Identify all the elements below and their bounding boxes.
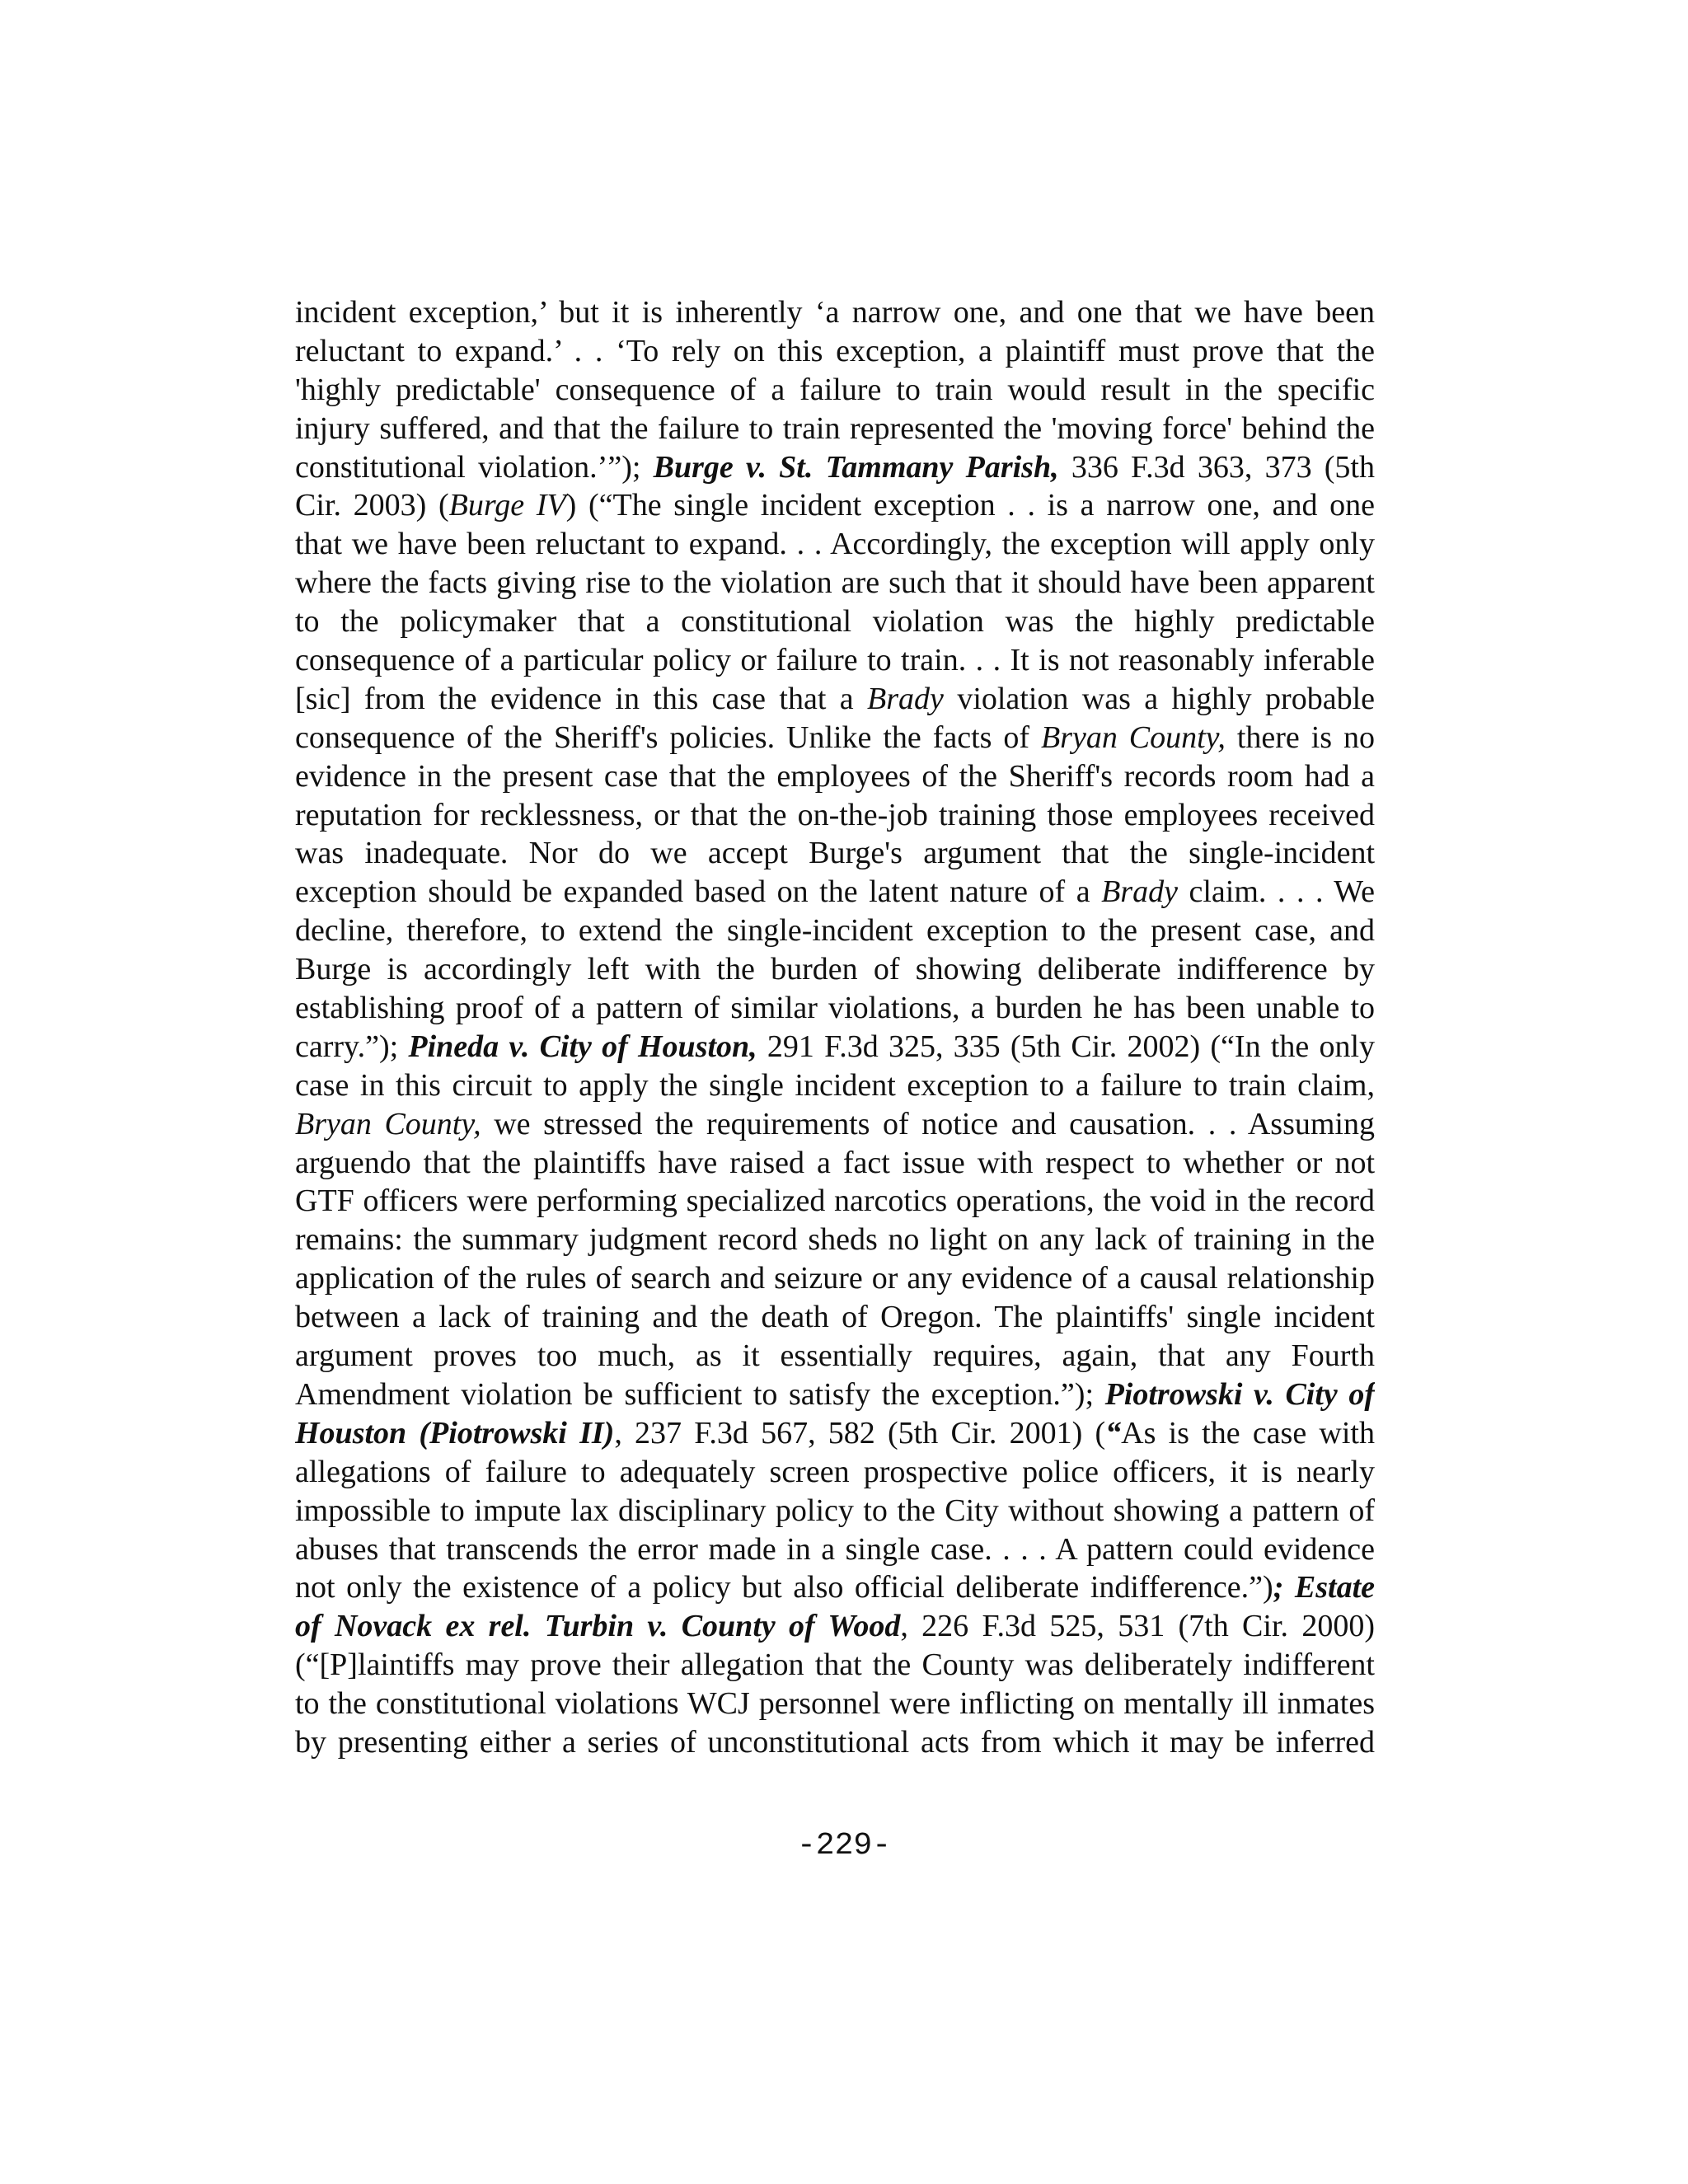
text-segment: between a lack of training and the death of Oregon. The plaintiffs' single incident xyxy=(295,1300,1375,1335)
text-segment: there is no xyxy=(1225,719,1375,755)
text-line xyxy=(295,719,1375,757)
case-citation: Pineda v. City of Houston, xyxy=(408,1029,757,1064)
text-line xyxy=(295,834,1375,873)
italic-text: Brady xyxy=(1101,874,1178,910)
text-segment: establishing proof of a pattern of similar violations, a burden he has been unable to xyxy=(295,991,1375,1026)
text-segment: violation was a highly probable xyxy=(943,681,1375,716)
text-segment: injury suffered, and that the failure to train represented the 'moving force' behind the xyxy=(295,410,1375,446)
text-line xyxy=(295,602,1375,641)
text-segment: constitutional violation.’”); xyxy=(295,449,654,485)
text-segment: application of the rules of search and seizure or any evidence of a causal relationship xyxy=(295,1261,1375,1296)
text-line xyxy=(295,757,1375,796)
text-line xyxy=(295,1298,1375,1337)
text-segment: not only the existence of a policy but also official deliberate indifference.”) xyxy=(295,1570,1273,1605)
text-segment: 291 F.3d 325, 335 (5th Cir. 2002) (“In the only xyxy=(757,1029,1375,1064)
text-segment: , 226 F.3d 525, 531 (7th Cir. 2000) xyxy=(900,1609,1375,1644)
text-segment: exception should be expanded based on the latent nature of a xyxy=(295,874,1102,910)
text-line xyxy=(295,641,1375,680)
text-line xyxy=(295,410,1375,448)
italic-text: Bryan County, xyxy=(295,1106,481,1141)
text-segment: to the constitutional violations WCJ personnel were inflicting on mentally ill inmates xyxy=(295,1686,1375,1722)
text-segment: GTF officers were performing specialized narcotics operations, the void in the record xyxy=(295,1183,1375,1219)
text-line xyxy=(295,1568,1375,1607)
text-segment: reluctant to expand.’ . . ‘To rely on this exception, a plaintiff must prove that the xyxy=(295,333,1375,368)
text-segment: carry.”); xyxy=(295,1029,409,1064)
case-citation: Houston (Piotrowski II) xyxy=(295,1415,615,1451)
text-segment: [sic] from the evidence in this case that a xyxy=(295,681,868,716)
text-segment: allegations of failure to adequately screen prospective police officers, it is nearly xyxy=(295,1454,1375,1489)
body-text xyxy=(295,293,1375,1762)
text-segment: remains: the summary judgment record sheds no light on any lack of training in the xyxy=(295,1222,1375,1258)
text-line xyxy=(295,1337,1375,1376)
text-line xyxy=(295,950,1375,989)
text-line xyxy=(295,680,1375,719)
text-line xyxy=(295,1144,1375,1183)
text-segment: As is the case with xyxy=(1121,1415,1375,1451)
text-line xyxy=(295,873,1375,912)
text-segment: incident exception,’ but it is inherently ‘a narrow one, and one that we have been xyxy=(295,295,1375,330)
text-segment: reputation for recklessness, or that the on-the-job training those employees received xyxy=(295,797,1375,832)
text-line xyxy=(295,1182,1375,1221)
text-line xyxy=(295,1028,1375,1066)
case-citation: of Novack ex rel. Turbin v. County of Wood xyxy=(295,1609,901,1644)
text-segment: ) (“The single incident exception . . is a narrow one, and one xyxy=(565,488,1375,523)
text-line xyxy=(295,293,1375,332)
text-segment: 336 F.3d 363, 373 (5th xyxy=(1058,449,1375,485)
text-line xyxy=(295,1530,1375,1569)
case-citation: Burge v. St. Tammany Parish, xyxy=(653,449,1059,485)
text-line xyxy=(295,486,1375,525)
text-line xyxy=(295,525,1375,564)
text-line xyxy=(295,1376,1375,1414)
text-line xyxy=(295,448,1375,487)
text-segment: abuses that transcends the error made in a single case. . . . A pattern could evidence xyxy=(295,1531,1375,1567)
text-segment: arguendo that the plaintiffs have raised a fact issue with respect to whether or not xyxy=(295,1145,1375,1180)
text-line xyxy=(295,1453,1375,1492)
text-line xyxy=(295,332,1375,371)
text-line xyxy=(295,1492,1375,1530)
text-segment: decline, therefore, to extend the single-incident exception to the present case, and xyxy=(295,913,1375,949)
case-citation: ; Estate xyxy=(1273,1570,1375,1605)
text-segment: impossible to impute lax disciplinary policy to the City without showing a pattern of xyxy=(295,1493,1375,1528)
text-segment: Cir. 2003) ( xyxy=(295,488,449,523)
text-line xyxy=(295,1723,1375,1762)
text-segment: Amendment violation be sufficient to satisfy the exception.”); xyxy=(295,1376,1105,1412)
text-segment: consequence of the Sheriff's policies. Unlike the facts of xyxy=(295,719,1041,755)
text-line xyxy=(295,1414,1375,1453)
text-line xyxy=(295,1646,1375,1685)
italic-text: Burge IV xyxy=(448,488,566,523)
text-segment: that we have been reluctant to expand. . . Accordingly, the exception will apply only xyxy=(295,527,1375,562)
text-line xyxy=(295,1259,1375,1298)
italic-text: Brady xyxy=(867,681,944,716)
text-segment: we stressed the requirements of notice and causation. . . Assuming xyxy=(481,1106,1375,1141)
text-segment: to the policymaker that a constitutional violation was the highly predictable xyxy=(295,604,1375,640)
text-segment: consequence of a particular policy or failure to train. . . It is not reasonably inferable xyxy=(295,643,1375,678)
text-line xyxy=(295,1607,1375,1646)
text-segment: , 237 F.3d 567, 582 (5th Cir. 2001) ( xyxy=(614,1415,1106,1451)
case-citation: “ xyxy=(1105,1415,1122,1451)
text-line xyxy=(295,371,1375,410)
text-line xyxy=(295,1685,1375,1723)
text-segment: argument proves too much, as it essentially requires, again, that any Fourth xyxy=(295,1338,1375,1374)
text-line xyxy=(295,796,1375,835)
text-segment: 'highly predictable' consequence of a failure to train would result in the specific xyxy=(295,372,1375,407)
text-segment: (“[P]laintiffs may prove their allegation that the County was deliberately indifferent xyxy=(295,1647,1375,1683)
text-line xyxy=(295,989,1375,1028)
text-line xyxy=(295,1221,1375,1259)
text-segment: by presenting either a series of unconstitutional acts from which it may be inferred xyxy=(295,1724,1375,1760)
text-line xyxy=(295,912,1375,950)
text-segment: was inadequate. Nor do we accept Burge's argument that the single-incident xyxy=(295,836,1375,871)
page-number: -229- xyxy=(796,1828,892,1863)
text-line xyxy=(295,1066,1375,1105)
text-segment: claim. . . . We xyxy=(1177,874,1375,910)
italic-text: Bryan County, xyxy=(1040,719,1226,755)
text-segment: case in this circuit to apply the single incident exception to a failure to train claim, xyxy=(295,1067,1375,1103)
text-segment: where the facts giving rise to the violation are such that it should have been apparent xyxy=(295,565,1375,601)
text-segment: evidence in the present case that the employees of the Sheriff's records room had a xyxy=(295,758,1375,794)
text-segment: Burge is accordingly left with the burden of showing deliberate indifference by xyxy=(295,952,1375,987)
case-citation: Piotrowski v. City of xyxy=(1104,1376,1375,1412)
text-line xyxy=(295,1105,1375,1144)
text-line xyxy=(295,564,1375,602)
